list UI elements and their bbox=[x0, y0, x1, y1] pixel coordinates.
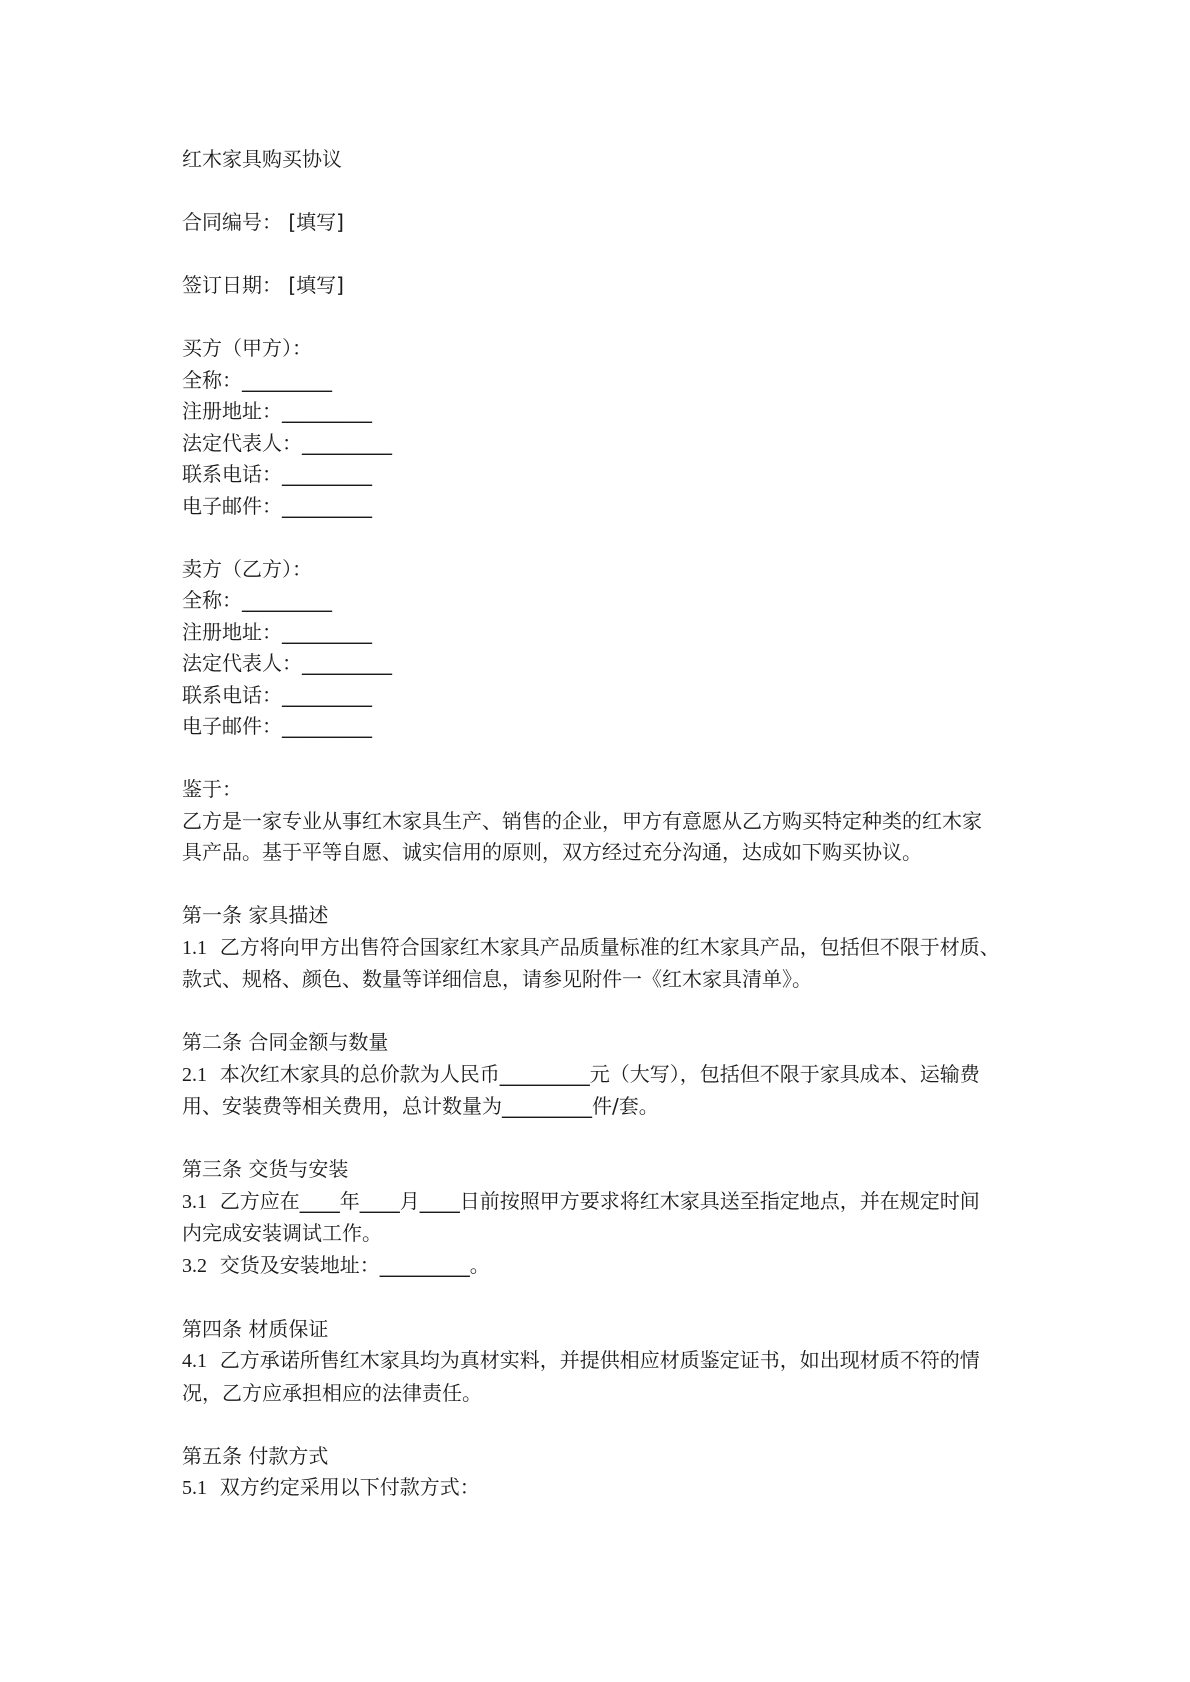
spacer bbox=[182, 176, 1032, 208]
clause-text: 双方约定采用以下付款方式： bbox=[219, 1475, 480, 1499]
seller-heading: 卖方（乙方）： bbox=[182, 556, 312, 581]
clause-number: 5.1 bbox=[182, 1477, 207, 1499]
article-heading: 第二条 合同金额与数量 bbox=[182, 1030, 389, 1054]
whereas-text-line: 具产品。基于平等自愿、诚实信用的原则，双方经过充分沟通，达成如下购买协议。 bbox=[182, 840, 922, 864]
seller-address: 注册地址：_________ bbox=[182, 619, 372, 644]
article-2 bbox=[182, 1027, 1032, 1123]
article-heading: 第四条 材质保证 bbox=[182, 1316, 329, 1341]
article-heading: 第一条 家具描述 bbox=[182, 903, 329, 927]
spacer bbox=[182, 743, 1032, 775]
whereas-section bbox=[182, 774, 1032, 869]
spacer bbox=[182, 996, 1032, 1028]
seller-legal-rep: 法定代表人：_________ bbox=[182, 651, 392, 675]
clause-3-1 bbox=[182, 1186, 1032, 1219]
article-3 bbox=[182, 1154, 1032, 1282]
clause-number: 1.1 bbox=[182, 936, 207, 959]
buyer-heading: 买方（甲方）： bbox=[182, 336, 312, 360]
seller-full-name: 全称：_________ bbox=[182, 588, 332, 612]
contract-page bbox=[182, 144, 1032, 1505]
spacer bbox=[182, 302, 1032, 334]
clause-2-1 bbox=[182, 1059, 1032, 1092]
buyer-full-name: 全称：_________ bbox=[182, 367, 332, 392]
article-5 bbox=[182, 1441, 1032, 1505]
spacer bbox=[182, 1123, 1032, 1155]
clause-text-line: 用、安装费等相关费用，总计数量为_________件/套。 bbox=[182, 1094, 659, 1118]
spacer bbox=[182, 522, 1032, 554]
article-1 bbox=[182, 900, 1032, 996]
whereas-heading: 鉴于： bbox=[182, 777, 242, 801]
clause-5-1 bbox=[182, 1472, 1032, 1505]
seller-email: 电子邮件：_________ bbox=[182, 714, 372, 738]
clause-number: 3.2 bbox=[182, 1254, 207, 1277]
clause-number: 2.1 bbox=[182, 1063, 207, 1086]
article-heading: 第五条 付款方式 bbox=[182, 1443, 329, 1468]
buyer-phone: 联系电话：_________ bbox=[182, 462, 372, 486]
sign-date: 签订日期： [填写] bbox=[182, 273, 344, 297]
buyer-email: 电子邮件：_________ bbox=[182, 493, 372, 518]
buyer-section bbox=[182, 333, 1032, 522]
seller-phone: 联系电话：_________ bbox=[182, 682, 372, 707]
document-title: 红木家具购买协议 bbox=[182, 147, 342, 171]
article-4 bbox=[182, 1314, 1032, 1410]
buyer-legal-rep: 法定代表人：_________ bbox=[182, 430, 392, 455]
clause-number: 4.1 bbox=[182, 1350, 207, 1372]
clause-text: 乙方将向甲方出售符合国家红木家具产品质量标准的红木家具产品，包括但不限于材质、 bbox=[219, 934, 1000, 959]
clause-text: 交货及安装地址：_________。 bbox=[219, 1252, 490, 1277]
clause-text-line: 款式、规格、颜色、数量等详细信息，请参见附件一《红木家具清单》。 bbox=[182, 967, 812, 991]
clause-text: 乙方应在____年____月____日前按照甲方要求将红木家具送至指定地点，并在规定时间 bbox=[219, 1188, 980, 1213]
spacer bbox=[182, 239, 1032, 271]
clause-3-2 bbox=[182, 1250, 1032, 1283]
clause-text-line: 况，乙方应承担相应的法律责任。 bbox=[182, 1380, 482, 1405]
clause-text: 乙方承诺所售红木家具均为真材实料，并提供相应材质鉴定证书，如出现材质不符的情 bbox=[219, 1348, 980, 1372]
whereas-text-line: 乙方是一家专业从事红木家具生产、销售的企业，甲方有意愿从乙方购买特定种类的红木家 bbox=[182, 808, 982, 833]
spacer bbox=[182, 1409, 1032, 1441]
spacer bbox=[182, 869, 1032, 901]
buyer-address: 注册地址：_________ bbox=[182, 399, 372, 423]
seller-section bbox=[182, 554, 1032, 743]
clause-4-1 bbox=[182, 1345, 1032, 1378]
article-heading: 第三条 交货与安装 bbox=[182, 1157, 349, 1181]
clause-text: 本次红木家具的总价款为人民币_________元（大写），包括但不限于家具成本、运输费 bbox=[219, 1061, 980, 1086]
spacer bbox=[182, 1282, 1032, 1314]
contract-number: 合同编号： [填写] bbox=[182, 210, 344, 234]
clause-1-1 bbox=[182, 932, 1032, 965]
clause-text-line: 内完成安装调试工作。 bbox=[182, 1221, 382, 1245]
clause-number: 3.1 bbox=[182, 1190, 207, 1213]
